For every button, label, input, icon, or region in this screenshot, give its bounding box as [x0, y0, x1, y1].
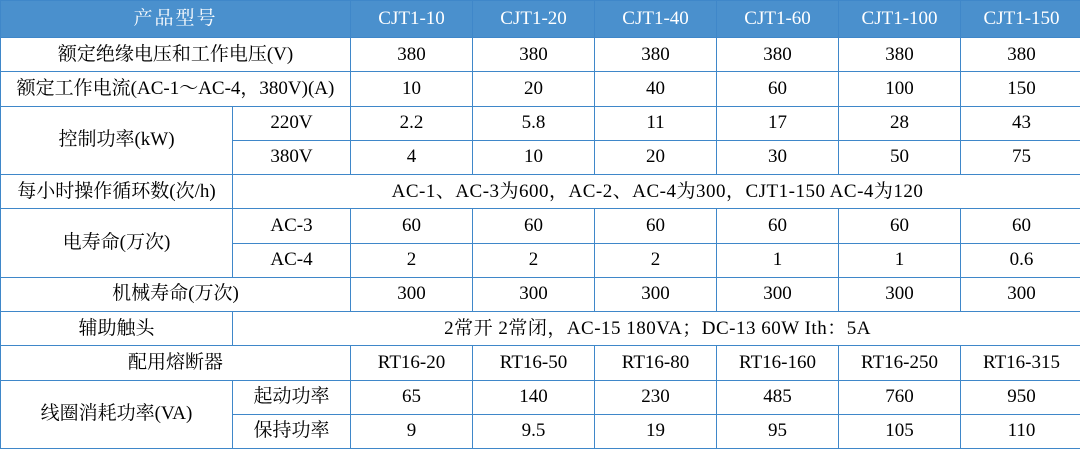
table-row	[1, 175, 1080, 209]
cell-value: 230	[595, 380, 717, 414]
cell-value: 150	[961, 72, 1080, 106]
row-label-rated-current: 额定工作电流(AC-1～AC-4，380V)(A)	[1, 72, 351, 106]
cell-value: 300	[839, 277, 961, 311]
header-model-3: CJT1-60	[717, 1, 839, 38]
table-row	[1, 312, 1080, 346]
cell-value: RT16-160	[717, 346, 839, 380]
cell-value: 60	[839, 209, 961, 243]
cell-value: 11	[595, 106, 717, 140]
header-model-1: CJT1-20	[473, 1, 595, 38]
cell-value: 40	[595, 72, 717, 106]
row-label-control-power: 控制功率(kW)	[1, 106, 233, 175]
row-label-coil-consumption: 线圈消耗功率(VA)	[1, 380, 233, 449]
cell-value: 0.6	[961, 243, 1080, 277]
cell-value: 60	[595, 209, 717, 243]
cell-value: 300	[961, 277, 1080, 311]
sub-label-holding-power: 保持功率	[233, 414, 351, 448]
cell-value: 28	[839, 106, 961, 140]
cell-value: 110	[961, 414, 1080, 448]
cell-value: 20	[595, 140, 717, 174]
cell-value: RT16-50	[473, 346, 595, 380]
cell-value: 95	[717, 414, 839, 448]
cell-value: 5.8	[473, 106, 595, 140]
cell-value: 9.5	[473, 414, 595, 448]
cell-value: 19	[595, 414, 717, 448]
cell-value: 60	[351, 209, 473, 243]
cell-value: 75	[961, 140, 1080, 174]
row-label-fuse: 配用熔断器	[1, 346, 351, 380]
row-label-mechanical-life: 机械寿命(万次)	[1, 277, 351, 311]
cell-value: 105	[839, 414, 961, 448]
cell-value: 17	[717, 106, 839, 140]
cell-value: 950	[961, 380, 1080, 414]
cell-value: RT16-250	[839, 346, 961, 380]
cell-value: 65	[351, 380, 473, 414]
cell-value: 380	[473, 38, 595, 72]
cell-value: 10	[473, 140, 595, 174]
table-row	[1, 209, 1080, 243]
cell-merged-operating-cycles: AC-1、AC-3为600，AC-2、AC-4为300，CJT1-150 AC-4为120	[233, 175, 1080, 209]
cell-value: 300	[351, 277, 473, 311]
table-row	[1, 277, 1080, 311]
cell-value: 300	[595, 277, 717, 311]
cell-value: 1	[839, 243, 961, 277]
sub-label-ac3: AC-3	[233, 209, 351, 243]
cell-value: 20	[473, 72, 595, 106]
row-label-auxiliary-contacts: 辅助触头	[1, 312, 233, 346]
cell-value: RT16-80	[595, 346, 717, 380]
cell-value: 2.2	[351, 106, 473, 140]
cell-value: 2	[473, 243, 595, 277]
cell-value: 60	[717, 72, 839, 106]
cell-value: 30	[717, 140, 839, 174]
header-model-0: CJT1-10	[351, 1, 473, 38]
row-label-electrical-life: 电寿命(万次)	[1, 209, 233, 278]
cell-value: 50	[839, 140, 961, 174]
cell-value: 380	[595, 38, 717, 72]
header-model-4: CJT1-100	[839, 1, 961, 38]
cell-value: 4	[351, 140, 473, 174]
table-header-row	[1, 1, 1080, 38]
cell-value: 100	[839, 72, 961, 106]
cell-value: 2	[351, 243, 473, 277]
row-label-rated-voltage: 额定绝缘电压和工作电压(V)	[1, 38, 351, 72]
cell-value: 60	[473, 209, 595, 243]
cell-value: 43	[961, 106, 1080, 140]
cell-value: 9	[351, 414, 473, 448]
header-model-label: 产品型号	[1, 1, 351, 38]
cell-value: 380	[351, 38, 473, 72]
cell-value: 485	[717, 380, 839, 414]
table-row	[1, 380, 1080, 414]
cell-value: 1	[717, 243, 839, 277]
table-row	[1, 106, 1080, 140]
cell-value: RT16-315	[961, 346, 1080, 380]
table-row	[1, 38, 1080, 72]
cell-merged-auxiliary-contacts: 2常开 2常闭，AC-15 180VA；DC-13 60W Ith：5A	[233, 312, 1080, 346]
sub-label-380v: 380V	[233, 140, 351, 174]
cell-value: 300	[473, 277, 595, 311]
cell-value: 60	[961, 209, 1080, 243]
table-row	[1, 346, 1080, 380]
table-row	[1, 72, 1080, 106]
cell-value: 760	[839, 380, 961, 414]
sub-label-starting-power: 起动功率	[233, 380, 351, 414]
sub-label-220v: 220V	[233, 106, 351, 140]
cell-value: 380	[717, 38, 839, 72]
cell-value: 60	[717, 209, 839, 243]
cell-value: 380	[839, 38, 961, 72]
cell-value: RT16-20	[351, 346, 473, 380]
cell-value: 380	[961, 38, 1080, 72]
header-model-2: CJT1-40	[595, 1, 717, 38]
cell-value: 300	[717, 277, 839, 311]
cell-value: 2	[595, 243, 717, 277]
header-model-5: CJT1-150	[961, 1, 1080, 38]
row-label-operating-cycles: 每小时操作循环数(次/h)	[1, 175, 233, 209]
cell-value: 140	[473, 380, 595, 414]
sub-label-ac4: AC-4	[233, 243, 351, 277]
cell-value: 10	[351, 72, 473, 106]
